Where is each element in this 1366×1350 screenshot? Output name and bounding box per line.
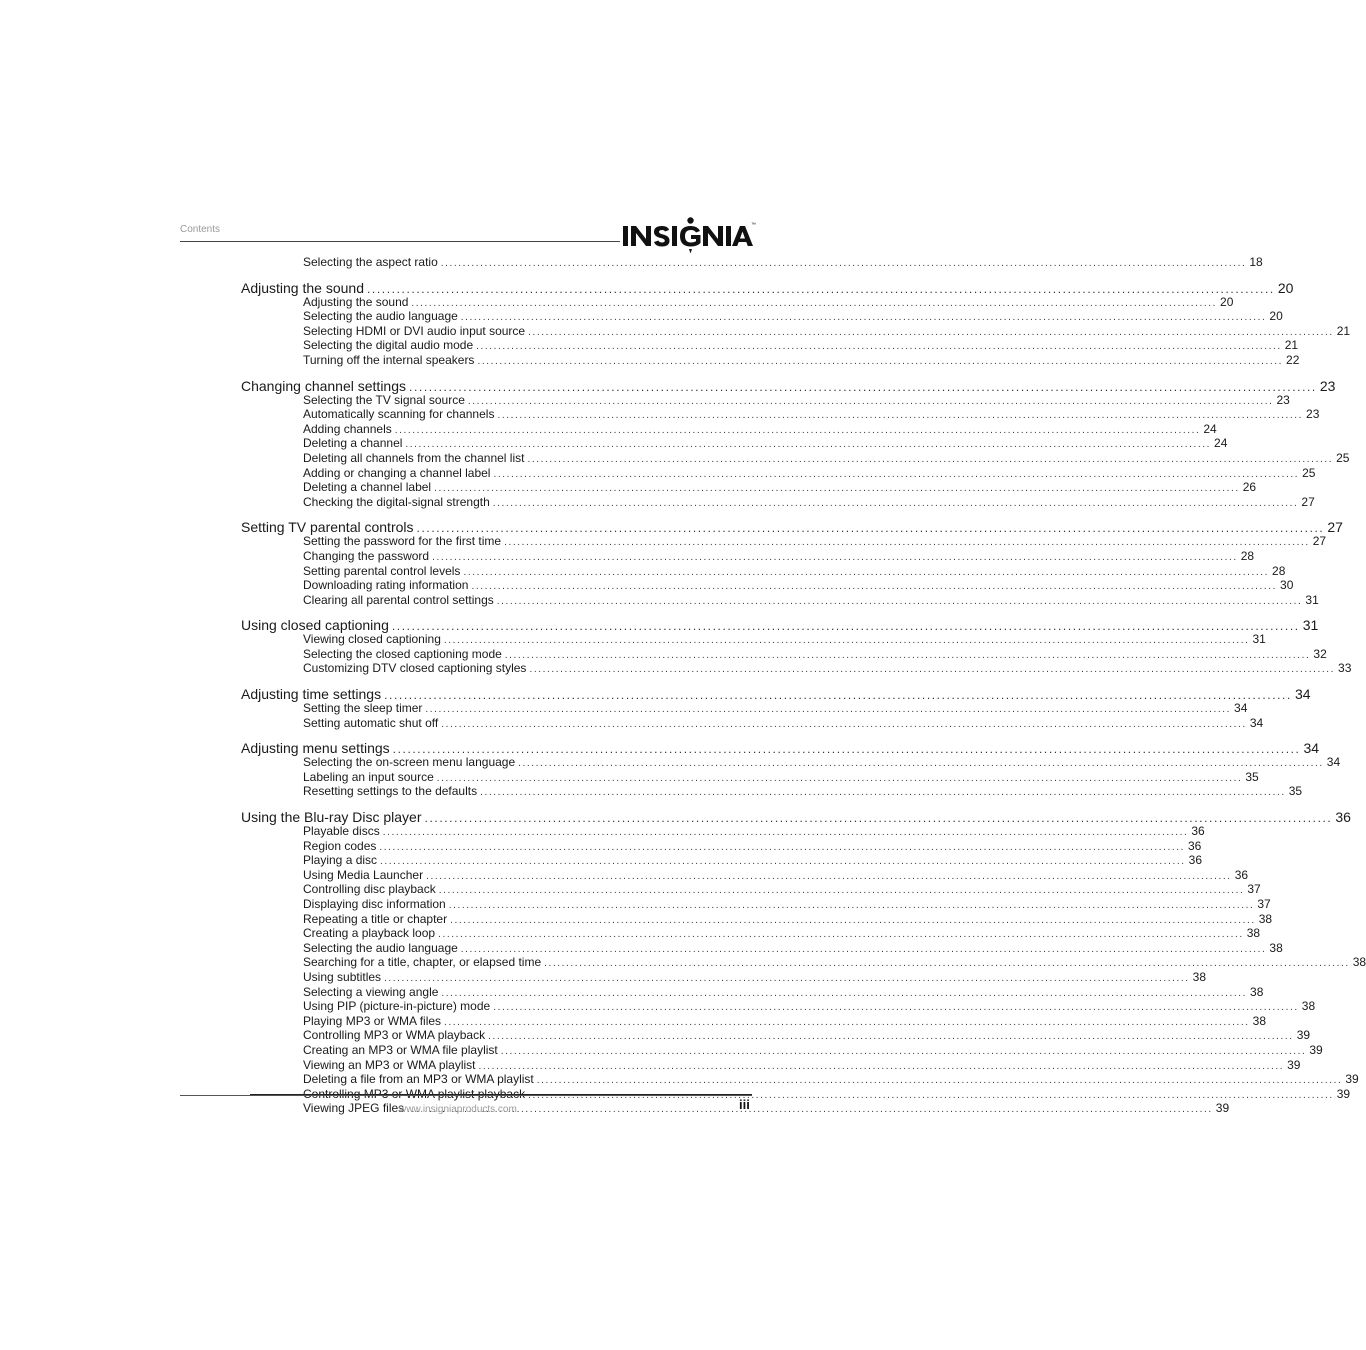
toc-dot-leader: [471, 580, 1277, 594]
toc-entry-page: 27: [1312, 534, 1327, 549]
toc-entry-page: 38: [1269, 940, 1283, 955]
toc-entry-page: 24: [1214, 436, 1228, 451]
toc-entry-title: Setting TV parental controls: [241, 519, 414, 536]
toc-entry-title: Customizing DTV closed captioning styles: [303, 661, 527, 676]
toc-subsection-entry[interactable]: [303, 1057, 1301, 1074]
toc-entry-title: Deleting a channel label: [303, 480, 432, 495]
toc-subsection-entry[interactable]: [303, 255, 1263, 271]
toc-entry-page: 31: [1305, 592, 1319, 607]
toc-subsection-entry[interactable]: [303, 1072, 1359, 1088]
toc-entry-title: Adjusting time settings: [241, 686, 382, 703]
trademark-mark: ™: [751, 222, 756, 228]
toc-dot-leader: [439, 884, 1245, 898]
toc-subsection-entry[interactable]: [303, 984, 1264, 1001]
toc-dot-leader: [441, 257, 1247, 271]
toc-entry-page: 18: [1249, 255, 1263, 269]
toc-entry-title: Playing MP3 or WMA files: [303, 1013, 442, 1028]
toc-dot-leader: [434, 482, 1240, 496]
toc-entry-page: 21: [1336, 323, 1351, 338]
toc-entry-page: 27: [1301, 494, 1315, 509]
toc-subsection-entry[interactable]: [303, 407, 1320, 423]
toc-subsection-entry[interactable]: [303, 352, 1300, 369]
toc-entry-title: Downloading rating information: [303, 578, 469, 593]
toc-entry-page: 21: [1284, 338, 1299, 353]
toc-entry-title: Turning off the internal speakers: [303, 352, 475, 367]
toc-entry-page: 37: [1257, 897, 1271, 911]
toc-entry-page: 32: [1313, 646, 1327, 661]
toc-entry-page: 36: [1335, 809, 1351, 826]
toc-subsection-entry[interactable]: [303, 323, 1351, 340]
toc-dot-leader: [505, 649, 1311, 663]
toc-entry-page: 36: [1191, 824, 1205, 839]
toc-entry-page: 39: [1296, 1028, 1311, 1043]
toc-subsection-entry[interactable]: [303, 701, 1248, 717]
toc-dot-leader: [425, 703, 1231, 717]
toc-entry-title: Setting automatic shut off: [303, 715, 439, 730]
toc-entry-page: 20: [1269, 309, 1283, 324]
toc-entry-page: 38: [1258, 911, 1273, 926]
toc-subsection-entry[interactable]: [303, 824, 1205, 840]
toc-subsection-entry[interactable]: [303, 882, 1261, 898]
toc-dot-leader: [461, 943, 1267, 957]
toc-entry-page: 34: [1249, 715, 1264, 730]
toc-dot-leader: [528, 326, 1334, 340]
toc-entry-title: Controlling MP3 or WMA playlist playback: [303, 1086, 526, 1101]
toc-entry-title: Creating a playback loop: [303, 926, 436, 941]
toc-dot-leader: [444, 634, 1250, 648]
toc-dot-leader: [407, 1103, 1213, 1117]
toc-entry-title: Deleting a file from an MP3 or WMA playlist: [303, 1072, 534, 1087]
toc-entry-title: Using subtitles: [303, 969, 382, 984]
toc-subsection-entry[interactable]: [303, 955, 1366, 971]
toc-entry-title: Selecting the audio language: [303, 309, 458, 324]
toc-dot-leader: [463, 566, 1269, 580]
toc-subsection-entry[interactable]: [303, 853, 1203, 869]
toc-entry-title: Selecting a viewing angle: [303, 984, 439, 999]
toc-dot-leader: [392, 617, 1300, 635]
toc-subsection-entry[interactable]: [303, 392, 1290, 409]
toc-dot-leader: [411, 297, 1217, 311]
toc-entry-title: Selecting the audio language: [303, 940, 458, 955]
toc-entry-page: 34: [1326, 755, 1341, 770]
toc-dot-leader: [395, 424, 1201, 438]
toc-dot-leader: [480, 786, 1286, 800]
toc-dot-leader: [493, 468, 1299, 482]
toc-entry-page: 38: [1301, 999, 1316, 1014]
toc-entry-title: Repeating a title or chapter: [303, 911, 448, 926]
toc-subsection-entry[interactable]: [303, 999, 1316, 1015]
toc-dot-leader: [544, 957, 1350, 971]
toc-dot-leader: [518, 757, 1324, 771]
toc-subsection-entry[interactable]: [303, 1013, 1267, 1030]
toc-entry-page: 38: [1246, 926, 1261, 941]
toc-dot-leader: [461, 311, 1267, 325]
toc-entry-page: 39: [1309, 1042, 1323, 1057]
toc-entry-title: Playable discs: [303, 824, 380, 839]
toc-entry-title: Automatically scanning for channels: [303, 407, 495, 422]
toc-entry-page: 22: [1286, 352, 1300, 367]
toc-dot-leader: [383, 826, 1189, 840]
toc-entry-title: Creating an MP3 or WMA file playlist: [303, 1042, 498, 1057]
toc-entry-page: 34: [1303, 740, 1320, 757]
toc-dot-leader: [477, 355, 1283, 369]
toc-dot-leader: [479, 1060, 1285, 1074]
toc-entry-title: Viewing JPEG files: [303, 1101, 405, 1116]
toc-dot-leader: [449, 899, 1255, 913]
toc-entry-page: 34: [1234, 701, 1248, 716]
toc-dot-leader: [441, 987, 1247, 1001]
toc-entry-page: 23: [1319, 377, 1336, 394]
toc-section-entry[interactable]: [241, 685, 1311, 703]
page-number: iii: [739, 1097, 750, 1112]
toc-dot-leader: [384, 686, 1292, 704]
toc-entry-title: Adjusting the sound: [241, 279, 364, 296]
toc-subsection-entry[interactable]: [303, 309, 1283, 325]
toc-dot-leader: [527, 453, 1333, 467]
toc-subsection-entry[interactable]: [303, 784, 1303, 800]
toc-entry-title: Selecting the digital audio mode: [303, 338, 474, 353]
toc-entry-title: Using Media Launcher: [303, 867, 424, 882]
footer-url: www.insigniaproducts.com: [399, 1104, 517, 1115]
toc-entry-title: Viewing closed captioning: [303, 632, 441, 647]
toc-entry-page: 25: [1336, 450, 1350, 465]
toc-entry-title: Setting parental control levels: [303, 563, 461, 578]
toc-entry-title: Viewing an MP3 or WMA playlist: [303, 1057, 476, 1072]
toc-entry-page: 35: [1245, 769, 1259, 784]
toc-entry-title: Displaying disc information: [303, 897, 446, 911]
toc-dot-leader: [488, 1030, 1294, 1044]
toc-dot-leader: [384, 972, 1190, 986]
toc-dot-leader: [537, 1074, 1343, 1088]
toc-entry-page: 39: [1287, 1057, 1301, 1072]
toc-entry-title: Deleting a channel: [303, 436, 403, 451]
toc-entry-title: Using closed captioning: [241, 617, 389, 634]
toc-dot-leader: [438, 928, 1244, 942]
toc-entry-page: 28: [1240, 548, 1255, 563]
header-rule: [180, 241, 620, 242]
toc-entry-title: Adding or changing a channel label: [303, 465, 491, 480]
toc-entry-title: Region codes: [303, 838, 377, 853]
toc-entry-page: 25: [1302, 465, 1316, 480]
running-header-label: Contents: [180, 224, 221, 235]
toc-entry-page: 39: [1215, 1101, 1230, 1116]
toc-entry-title: Changing the password: [303, 548, 430, 563]
toc-dot-leader: [493, 497, 1299, 511]
toc-subsection-entry[interactable]: [303, 436, 1228, 452]
toc-subsection-entry[interactable]: [303, 465, 1316, 482]
toc-subsection-entry[interactable]: [303, 1028, 1311, 1044]
toc-dot-leader: [501, 1045, 1307, 1059]
toc-entry-page: 34: [1294, 686, 1311, 703]
toc-subsection-entry[interactable]: [303, 632, 1266, 648]
toc-entry-title: Controlling disc playback: [303, 882, 436, 897]
toc-section-entry[interactable]: [241, 377, 1336, 394]
toc-subsection-entry[interactable]: [303, 646, 1327, 663]
toc-entry-title: Adjusting menu settings: [241, 740, 390, 757]
toc-entry-title: Using PIP (picture-in-picture) mode: [303, 999, 491, 1014]
toc-subsection-entry[interactable]: [303, 294, 1234, 311]
toc-entry-page: 36: [1188, 853, 1203, 868]
toc-entry-page: 23: [1276, 392, 1290, 407]
toc-dot-leader: [441, 718, 1247, 732]
toc-dot-leader: [432, 551, 1238, 565]
toc-subsection-entry[interactable]: [303, 755, 1341, 771]
toc-dot-leader: [444, 1016, 1250, 1030]
toc-entry-page: 20: [1277, 279, 1294, 296]
toc-entry-page: 35: [1288, 784, 1303, 799]
toc-entry-title: Selecting the closed captioning mode: [303, 646, 502, 661]
toc-subsection-entry[interactable]: [303, 1042, 1323, 1059]
toc-section-entry[interactable]: [241, 808, 1351, 826]
toc-subsection-entry[interactable]: [303, 338, 1299, 354]
toc-entry-title: Setting the sleep timer: [303, 701, 423, 716]
toc-dot-leader: [493, 1001, 1299, 1015]
toc-entry-page: 31: [1252, 632, 1266, 647]
toc-entry-page: 28: [1272, 563, 1286, 578]
toc-dot-leader: [468, 395, 1274, 409]
toc-dot-leader: [437, 772, 1243, 786]
toc-entry-title: Adjusting the sound: [303, 294, 409, 309]
toc-dot-leader: [367, 280, 1275, 298]
toc-dot-leader: [409, 378, 1317, 396]
toc-dot-leader: [380, 855, 1186, 869]
toc-subsection-entry[interactable]: [303, 534, 1327, 550]
toc-dot-leader: [426, 870, 1232, 884]
toc-entry-title: Controlling MP3 or WMA playback: [303, 1028, 486, 1043]
toc-entry-page: 31: [1302, 617, 1319, 634]
toc-dot-leader: [497, 409, 1303, 423]
toc-entry-page: 36: [1188, 838, 1202, 853]
toc-entry-title: Selecting the on-screen menu language: [303, 755, 516, 770]
toc-subsection-entry[interactable]: [303, 926, 1261, 942]
toc-entry-title: Searching for a title, chapter, or elapsed time: [303, 955, 542, 970]
toc-subsection-entry[interactable]: [303, 911, 1273, 928]
toc-entry-title: Selecting HDMI or DVI audio input source: [303, 323, 526, 338]
toc-entry-page: 26: [1242, 480, 1257, 495]
toc-dot-leader: [405, 438, 1211, 452]
toc-entry-title: Clearing all parental control settings: [303, 592, 494, 607]
toc-section-entry[interactable]: [241, 616, 1319, 634]
toc-entry-title: Changing channel settings: [241, 377, 407, 394]
footer-rule: [180, 1095, 752, 1096]
toc-subsection-entry[interactable]: [303, 661, 1352, 677]
toc-entry-page: 23: [1306, 407, 1320, 422]
toc-entry-page: 24: [1203, 421, 1217, 436]
toc-entry-page: 27: [1327, 519, 1343, 536]
toc-section-entry[interactable]: [241, 279, 1294, 296]
toc-entry-page: 36: [1234, 867, 1249, 882]
toc-subsection-entry[interactable]: [303, 421, 1217, 438]
toc-entry-title: Selecting the aspect ratio: [303, 255, 438, 269]
toc-subsection-entry[interactable]: [303, 838, 1202, 855]
toc-subsection-entry[interactable]: [303, 548, 1255, 565]
toc-dot-leader: [476, 340, 1282, 354]
toc-dot-leader: [529, 663, 1335, 677]
toc-entry-title: Checking the digital-signal strength: [303, 494, 490, 509]
toc-entry-page: 33: [1338, 661, 1352, 676]
toc-entry-title: Resetting settings to the defaults: [303, 784, 478, 799]
toc-entry-page: 38: [1252, 1013, 1267, 1028]
toc-entry-page: 20: [1220, 294, 1234, 309]
toc-entry-page: 37: [1247, 882, 1261, 897]
toc-section-entry[interactable]: [241, 518, 1343, 536]
toc-dot-leader: [450, 914, 1256, 928]
toc-subsection-entry[interactable]: [303, 940, 1283, 957]
toc-entry-title: Labeling an input source: [303, 769, 434, 784]
toc-entry-title: Playing a disc: [303, 853, 378, 868]
toc-entry-page: 38: [1250, 984, 1264, 999]
insignia-logo: [621, 216, 755, 254]
toc-subsection-entry[interactable]: [303, 969, 1207, 986]
toc-entry-page: 39: [1345, 1072, 1359, 1087]
toc-entry-page: 39: [1336, 1086, 1351, 1101]
toc-subsection-entry[interactable]: [303, 769, 1259, 786]
toc-dot-leader: [497, 595, 1303, 609]
footer-rule-accent: [250, 1094, 752, 1095]
toc-section-entry[interactable]: [241, 739, 1320, 757]
toc-entry-title: Using the Blu-ray Disc player: [241, 809, 422, 826]
toc-entry-title: Selecting the TV signal source: [303, 392, 465, 407]
toc-subsection-entry[interactable]: [303, 897, 1271, 913]
toc-subsection-entry[interactable]: [303, 494, 1315, 511]
toc-dot-leader: [393, 740, 1301, 758]
toc-entry-page: 30: [1280, 578, 1294, 593]
toc-entry-page: 38: [1352, 955, 1366, 970]
toc-dot-leader: [379, 841, 1185, 855]
toc-entry-title: Setting the password for the first time: [303, 534, 502, 549]
toc-subsection-entry[interactable]: [303, 450, 1350, 467]
toc-entry-title: Deleting all channels from the channel list: [303, 450, 525, 465]
toc-subsection-entry[interactable]: [303, 715, 1264, 732]
toc-entry-page: 38: [1192, 969, 1207, 984]
toc-subsection-entry[interactable]: [303, 592, 1319, 609]
toc-subsection-entry[interactable]: [303, 563, 1286, 580]
toc-subsection-entry[interactable]: [303, 867, 1249, 884]
toc-subsection-entry[interactable]: [303, 578, 1294, 594]
toc-dot-leader: [504, 536, 1310, 550]
toc-subsection-entry[interactable]: [303, 480, 1257, 496]
toc-entry-title: Adding channels: [303, 421, 392, 436]
toc-dot-leader: [417, 519, 1325, 537]
